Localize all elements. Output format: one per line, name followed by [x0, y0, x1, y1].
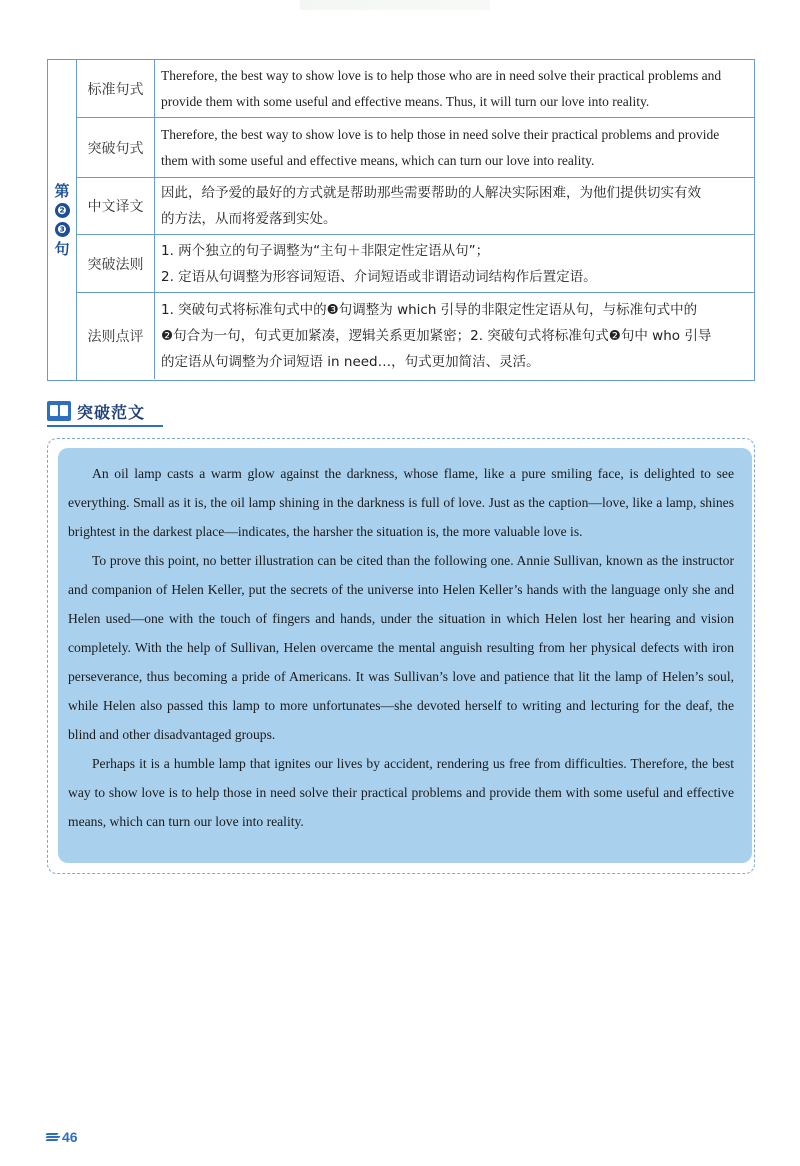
table-row-standard	[77, 60, 754, 118]
sentence-analysis-table	[47, 59, 755, 381]
page-marker-icon	[46, 1132, 60, 1142]
row-content	[155, 178, 754, 234]
row-label: 突破法则	[77, 235, 155, 292]
content-line: ❷句合为一句，句式更加紧凑，逻辑关系更加紧密；2. 突破句式将标准句式❷句中 who 引导	[161, 328, 712, 344]
table-row-rules	[77, 235, 754, 293]
content-line: 因此，给予爱的最好的方式就是帮助那些需要帮助的人解决实际困难，为他们提供切实有效	[161, 185, 701, 201]
content-line: 2. 定语从句调整为形容词短语、介词短语或非谓语动词结构作后置定语。	[161, 268, 597, 285]
side-label	[48, 60, 77, 380]
row-label: 标准句式	[77, 60, 155, 117]
essay-paragraph: Perhaps it is a humble lamp that ignites our lives by accident, rendering us free from difficulties. Therefore, the best way to show love is to help those in need solve their practical problems and provide them with some useful and effective means, which can turn our love into reality.	[68, 756, 734, 829]
content-line: 的方法，从而将爱落到实处。	[161, 211, 337, 227]
side-label-char: 句	[54, 240, 70, 258]
section-title: 突破范文	[77, 402, 146, 422]
book-icon	[47, 401, 71, 421]
circled-three-icon: ❸	[55, 222, 70, 237]
side-label-char: 第	[54, 182, 70, 200]
row-content	[155, 118, 754, 177]
content-line: provide them with some useful and effective means. Thus, it will turn our love into reality.	[161, 93, 650, 109]
row-content	[155, 235, 754, 292]
table-row-translation	[77, 178, 754, 235]
section-header	[47, 399, 145, 423]
content-line: Therefore, the best way to show love is to help those in need solve their practical problems and provide	[161, 126, 720, 142]
table-row-comment	[77, 293, 754, 379]
essay-paragraph: To prove this point, no better illustration can be cited than the following one. Annie Sullivan, known as the instructor and companion of Helen Keller, put the secrets of the universe into Helen Keller’s hands with the language only she and Helen used—one with the touch of fingers and hands, under the situation in which Helen lost her hearing and vision completely. With the help of Sullivan, Helen overcame the mental anguish resulting from her physical defects with iron perseverance, thus becoming a pride of Americans. It was Sullivan’s love and patience that lit the lamp of Helen’s soul, while Helen also passed this lamp to more unfortunates—she devoted herself to writing and lecturing for the deaf, the blind and other disadvantaged groups.	[68, 553, 734, 742]
row-label: 法则点评	[77, 293, 155, 379]
section-underline	[47, 425, 163, 427]
row-content	[155, 293, 754, 379]
row-content	[155, 60, 754, 117]
essay-paragraph: An oil lamp casts a warm glow against the darkness, whose flame, like a pure smiling face, is delighted to see everything. Small as it is, the oil lamp shining in the darkness is full of love. Just as the caption—love, like a lamp, shines brightest in the darkest place—indicates, the harsher the situation is, the more valuable love is.	[68, 466, 734, 539]
table-row-breakthrough	[77, 118, 754, 178]
content-line: 1. 突破句式将标准句式中的❸句调整为 which 引导的非限定性定语从句，与标准句式中的	[161, 302, 698, 318]
page-footer	[46, 1127, 78, 1147]
row-label: 突破句式	[77, 118, 155, 177]
circled-two-icon: ❷	[55, 203, 70, 218]
content-line: them with some useful and effective means, which can turn our love into reality.	[161, 152, 595, 168]
content-line: Therefore, the best way to show love is to help those who are in need solve their practical problems and	[161, 67, 722, 83]
row-label: 中文译文	[77, 178, 155, 234]
top-faded-header	[300, 0, 490, 10]
page-number: 46	[62, 1129, 78, 1145]
model-essay	[58, 448, 752, 863]
content-line: 1. 两个独立的句子调整为“主句＋非限定性定语从句”；	[161, 242, 490, 259]
content-line: 的定语从句调整为介词短语 in need…，句式更加简洁、灵活。	[161, 354, 540, 370]
